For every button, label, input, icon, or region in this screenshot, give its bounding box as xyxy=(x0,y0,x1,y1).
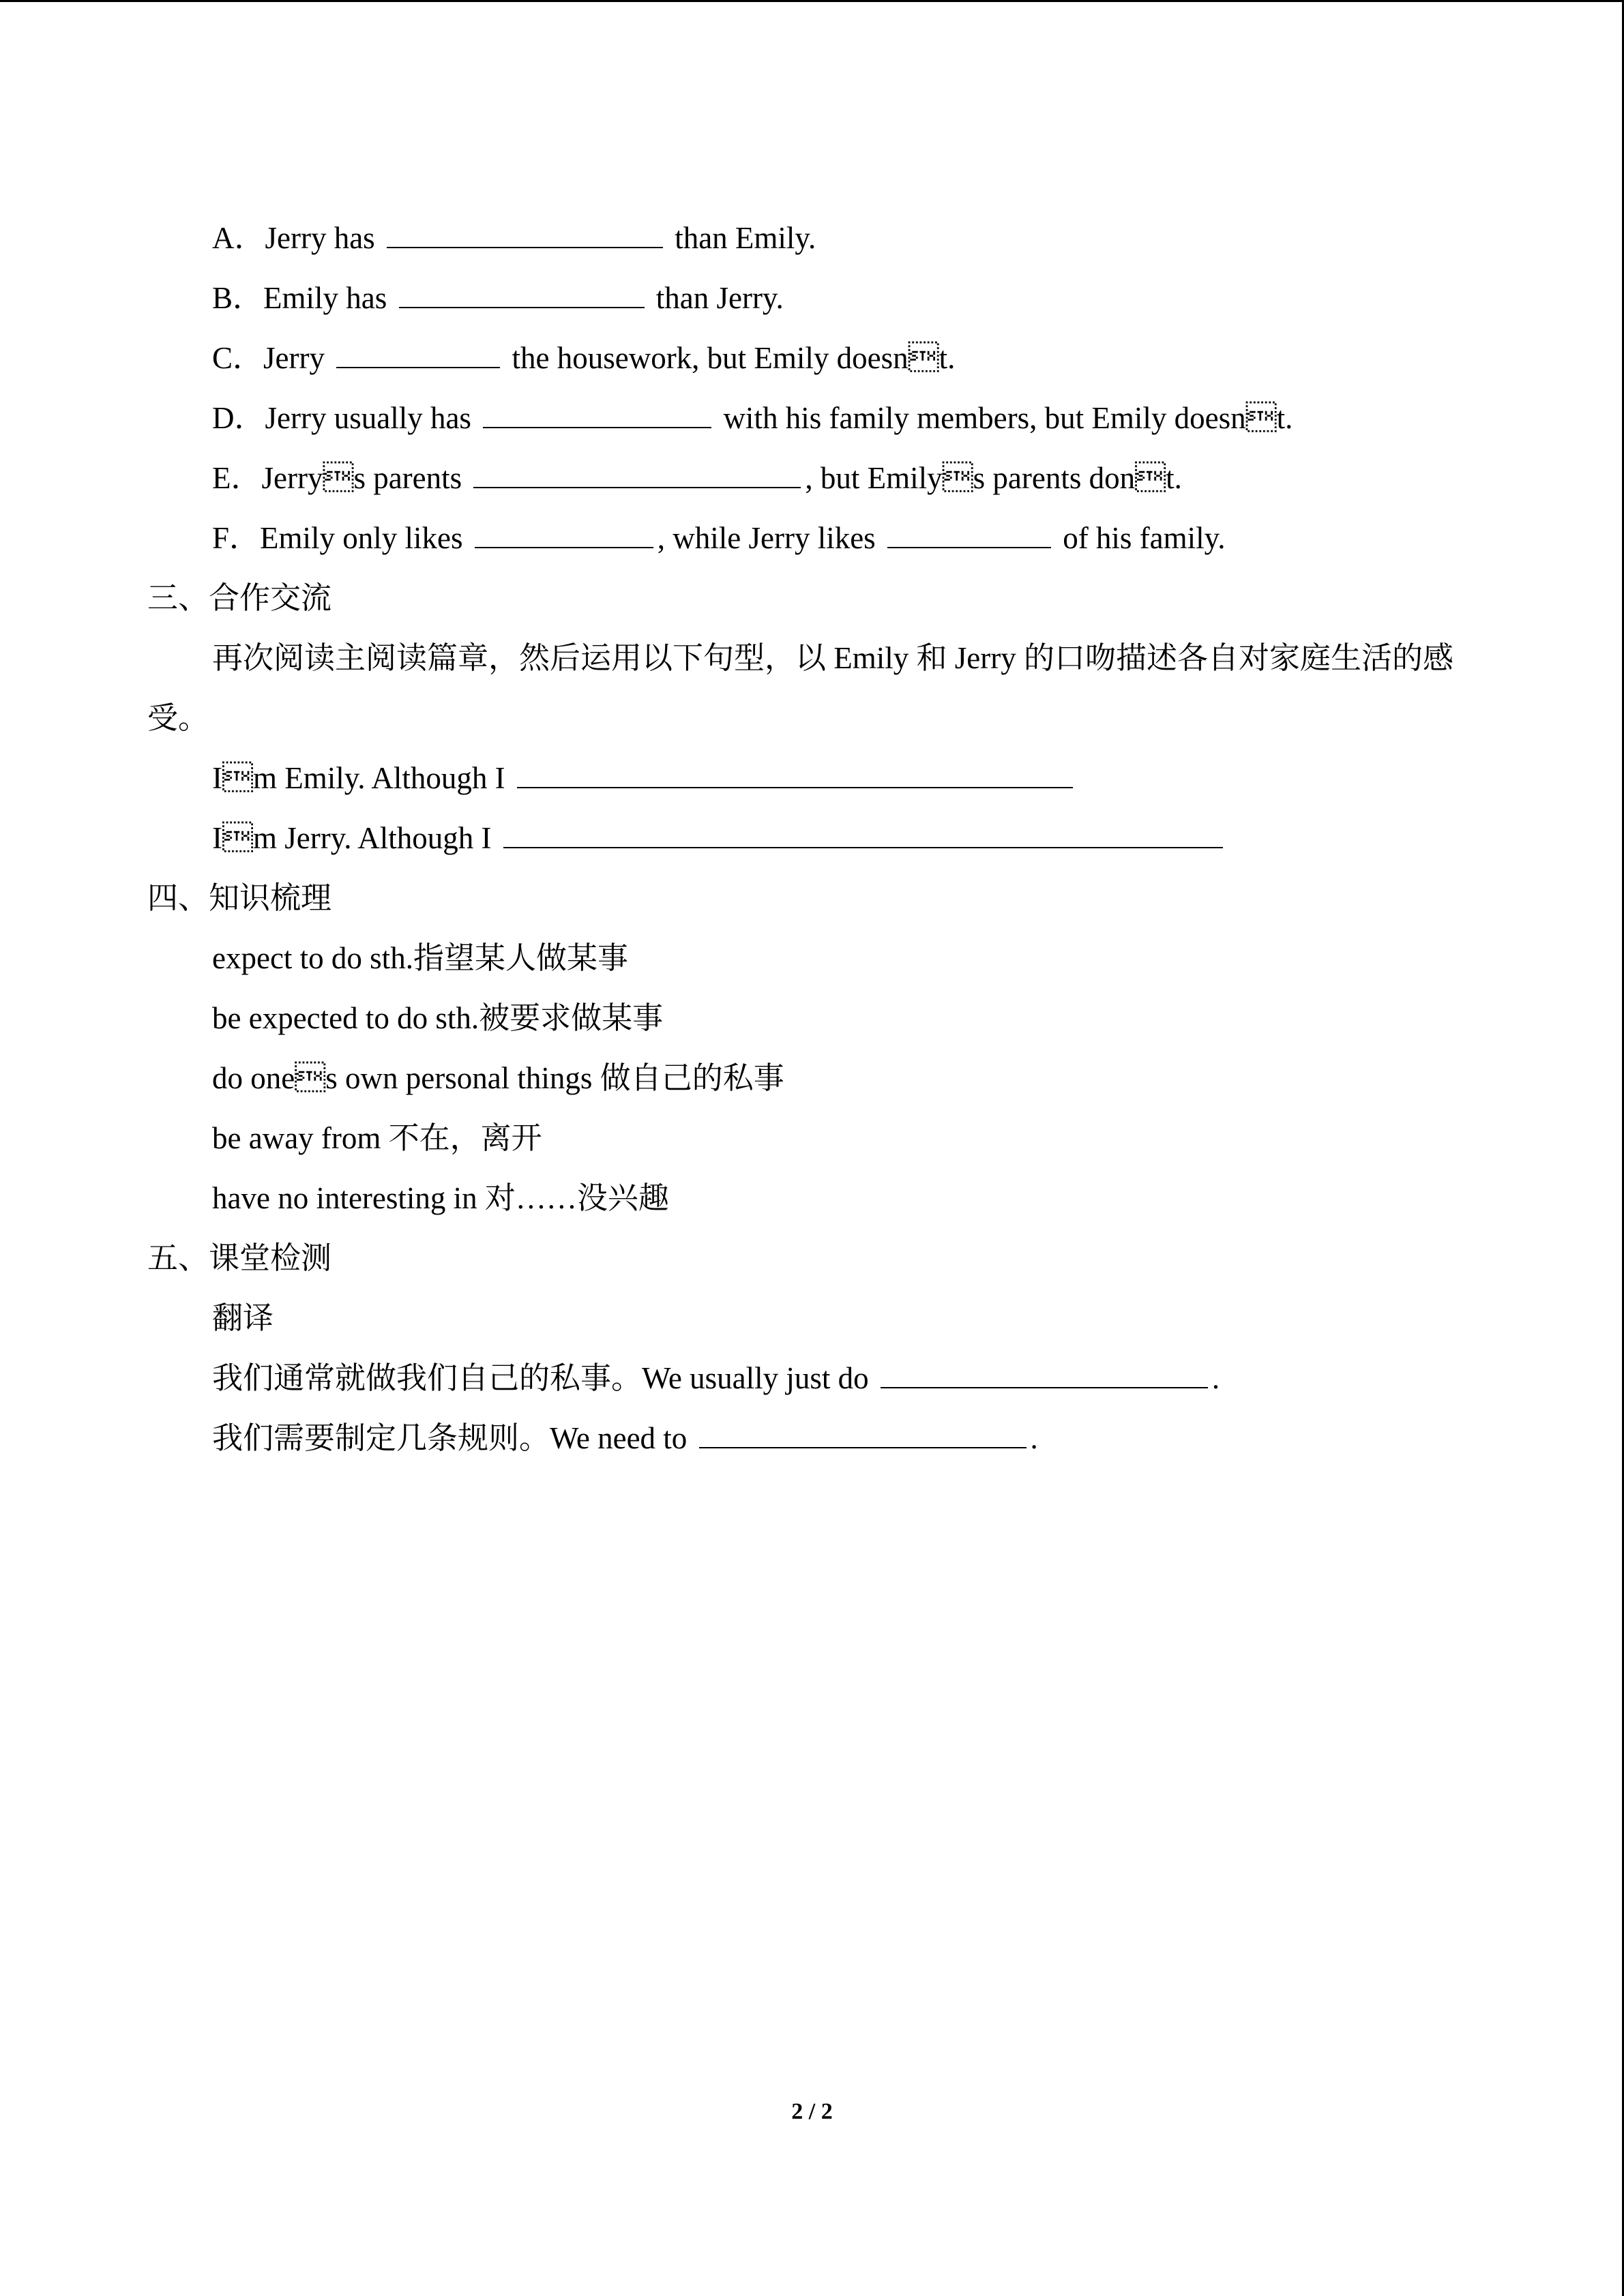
blank-f1[interactable] xyxy=(475,520,653,548)
blank-a[interactable] xyxy=(387,220,663,248)
item-c: C．Jerry the housework, but Emily doesnt. xyxy=(212,341,956,375)
blank-jerry[interactable] xyxy=(503,820,1223,848)
translation-q2: 我们需要制定几条规则。We need to . xyxy=(212,1421,1038,1455)
section3-instruction: 再次阅读主阅读篇章，然后运用以下句型，以 Emily 和 Jerry 的口吻描述各自对家庭生活的感受。 xyxy=(147,641,1453,735)
document-page xyxy=(147,208,1477,1468)
page-number: 2 / 2 xyxy=(791,2099,833,2124)
translation-label: 翻译 xyxy=(212,1301,274,1335)
blank-emily[interactable] xyxy=(517,760,1073,788)
knowledge-item: be away from 不在，离开 xyxy=(212,1121,542,1155)
item-e: E．Jerrys parents , but Emilys parents dont. xyxy=(212,461,1182,495)
knowledge-item: have no interesting in 对……没兴趣 xyxy=(212,1181,669,1215)
blank-c[interactable] xyxy=(336,340,500,368)
item-a: A．Jerry has than Emily. xyxy=(212,221,816,255)
blank-b[interactable] xyxy=(399,280,645,308)
translation-q1: 我们通常就做我们自己的私事。We usually just do . xyxy=(212,1361,1220,1395)
blank-q2[interactable] xyxy=(699,1420,1027,1448)
jerry-sentence: Im Jerry. Although I xyxy=(147,808,1477,868)
blank-e[interactable] xyxy=(473,460,801,488)
section5-heading: 五、课堂检测 xyxy=(147,1241,332,1275)
section3-heading: 三、合作交流 xyxy=(147,581,332,615)
top-border xyxy=(0,0,1624,2)
emily-sentence: Im Emily. Although I xyxy=(147,748,1477,808)
blank-d[interactable] xyxy=(483,400,711,428)
blank-q1[interactable] xyxy=(881,1360,1208,1388)
item-d: D．Jerry usually has with his family members, but Emily doesnt. xyxy=(212,401,1293,435)
knowledge-item: do ones own personal things 做自己的私事 xyxy=(212,1061,784,1095)
knowledge-item: expect to do sth.指望某人做某事 xyxy=(212,941,628,975)
blank-f2[interactable] xyxy=(887,520,1051,548)
item-b: B．Emily has than Jerry. xyxy=(212,281,784,315)
section4-heading: 四、知识梳理 xyxy=(147,881,332,915)
item-f: F．Emily only likes , while Jerry likes of his family. xyxy=(212,521,1226,555)
knowledge-item: be expected to do sth.被要求做某事 xyxy=(212,1001,664,1035)
